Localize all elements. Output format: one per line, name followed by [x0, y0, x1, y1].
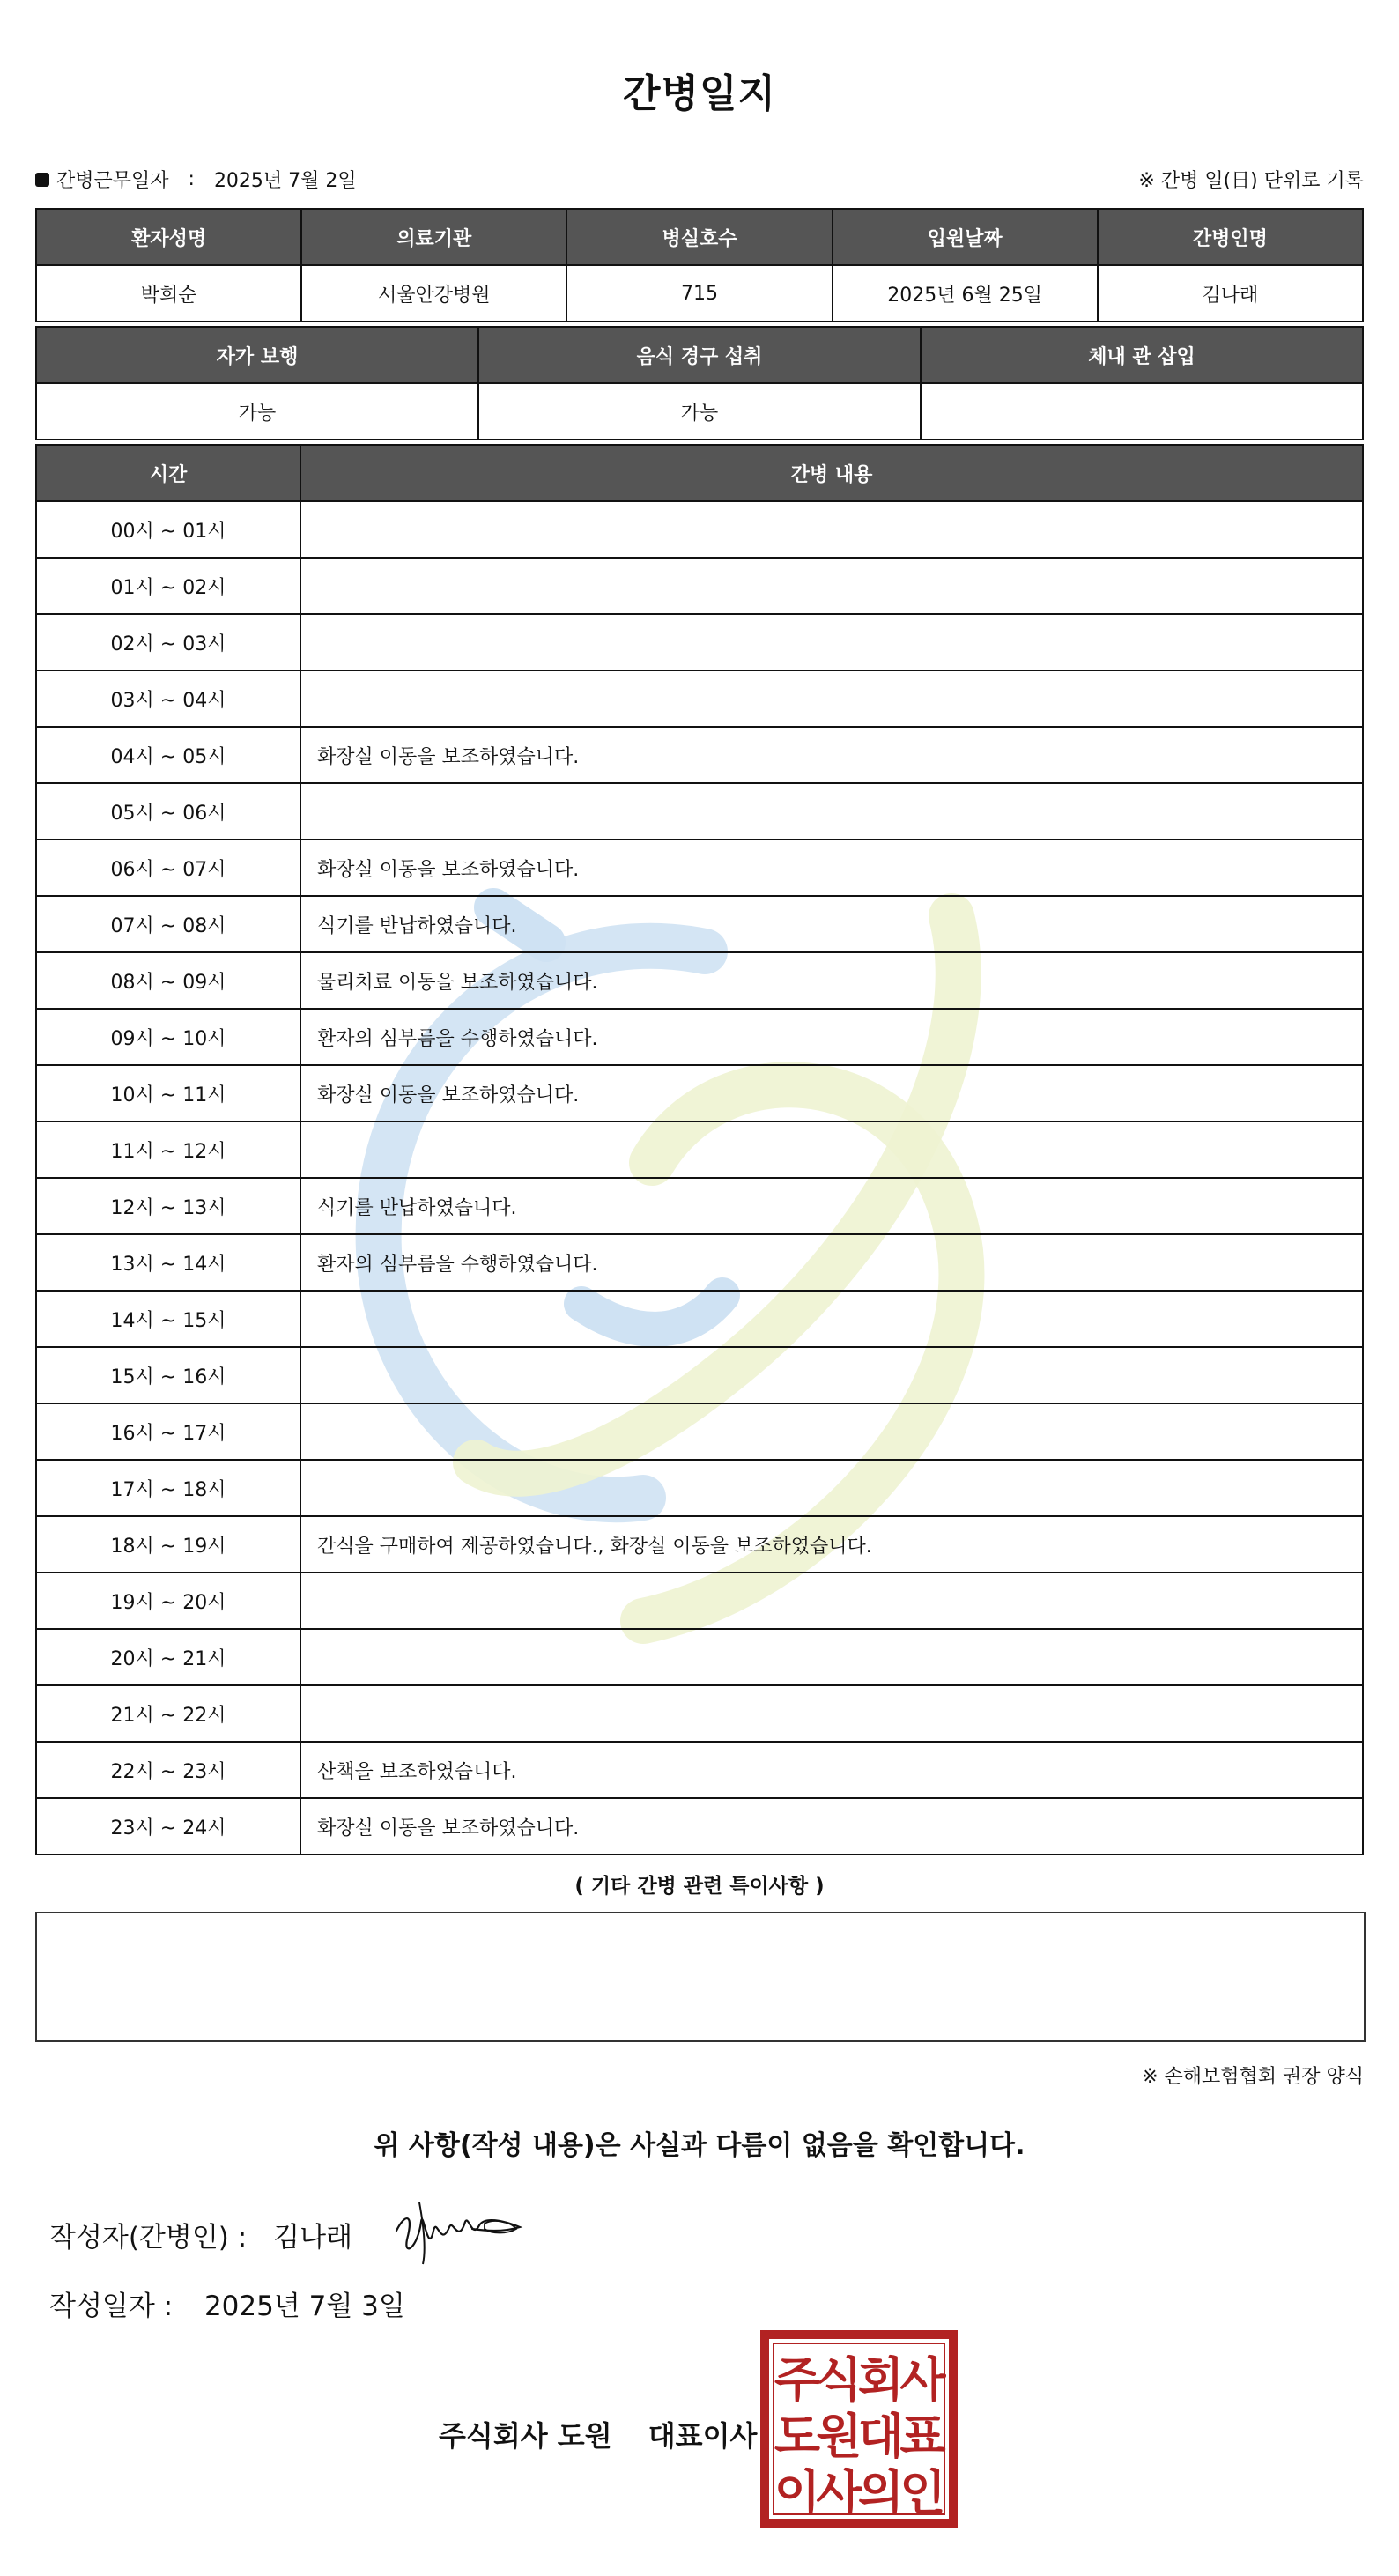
work-date-colon: :	[188, 168, 195, 190]
patient-status-table	[35, 326, 1364, 440]
log-content	[300, 1685, 1363, 1742]
remarks-title: ( 기타 간병 관련 특이사항 )	[574, 1875, 825, 1898]
table-row	[36, 501, 1363, 558]
header-oral-intake: 음식 경구 섭취	[478, 327, 921, 383]
seal-glyph: 이	[774, 2465, 821, 2520]
header-time: 시간	[36, 445, 300, 501]
log-time: 11시 ~ 12시	[36, 1121, 300, 1178]
log-time: 13시 ~ 14시	[36, 1234, 300, 1291]
written-date-line	[49, 2284, 405, 2323]
log-time: 00시 ~ 01시	[36, 501, 300, 558]
table-row	[36, 1629, 1363, 1685]
log-time: 17시 ~ 18시	[36, 1460, 300, 1516]
table-row	[36, 727, 1363, 783]
remarks-box	[35, 1912, 1366, 2042]
log-time: 02시 ~ 03시	[36, 614, 300, 670]
writer-label: 작성자(간병인) :	[49, 2222, 248, 2254]
status-value-row	[36, 383, 1363, 440]
log-time: 10시 ~ 11시	[36, 1065, 300, 1121]
patient-name: 박희순	[36, 265, 301, 322]
header-walking: 자가 보행	[36, 327, 478, 383]
log-content	[300, 1403, 1363, 1460]
page-title: 간병일지	[622, 71, 776, 116]
company-name: 주식회사 도원	[439, 2419, 612, 2453]
company-seal	[759, 2329, 959, 2528]
company-line	[439, 2414, 757, 2454]
log-content	[300, 501, 1363, 558]
log-content: 물리치료 이동을 보조하였습니다.	[300, 952, 1363, 1009]
header-care-content: 간병 내용	[300, 445, 1363, 501]
log-content	[300, 1573, 1363, 1629]
log-time: 04시 ~ 05시	[36, 727, 300, 783]
table-row	[36, 1742, 1363, 1798]
seal-glyph: 주	[774, 2352, 821, 2408]
status-header-row	[36, 327, 1363, 383]
log-time: 14시 ~ 15시	[36, 1291, 300, 1347]
patient-header-row	[36, 209, 1363, 265]
log-time: 22시 ~ 23시	[36, 1742, 300, 1798]
log-content: 화장실 이동을 보조하였습니다.	[300, 1798, 1363, 1854]
log-content	[300, 1460, 1363, 1516]
handwritten-signature	[388, 2195, 529, 2266]
unit-note: ※ 간병 일(日) 단위로 기록	[1138, 170, 1364, 192]
log-time: 03시 ~ 04시	[36, 670, 300, 727]
log-content	[300, 1121, 1363, 1178]
log-time: 19시 ~ 20시	[36, 1573, 300, 1629]
seal-glyph: 인	[899, 2465, 946, 2520]
caregiver-name: 김나래	[1098, 265, 1363, 322]
log-content	[300, 558, 1363, 614]
log-content: 간식을 구매하여 제공하였습니다., 화장실 이동을 보조하였습니다.	[300, 1516, 1363, 1573]
log-content	[300, 1629, 1363, 1685]
table-row	[36, 1573, 1363, 1629]
log-time: 18시 ~ 19시	[36, 1516, 300, 1573]
log-content	[300, 1291, 1363, 1347]
log-content	[300, 783, 1363, 840]
table-row	[36, 1291, 1363, 1347]
table-row	[36, 1798, 1363, 1854]
table-row	[36, 1685, 1363, 1742]
table-row	[36, 1516, 1363, 1573]
work-date-value: 2025년 7월 2일	[213, 170, 357, 192]
log-time: 07시 ~ 08시	[36, 896, 300, 952]
patient-info-table	[35, 208, 1364, 322]
table-row	[36, 840, 1363, 896]
table-row	[36, 1347, 1363, 1403]
company-representative: 대표이사	[648, 2419, 758, 2453]
seal-glyph: 회	[857, 2352, 905, 2408]
written-date-value: 2025년 7월 3일	[204, 2291, 405, 2322]
log-content: 환자의 심부름을 수행하였습니다.	[300, 1234, 1363, 1291]
seal-glyph: 원	[816, 2409, 862, 2464]
institution: 서울안강병원	[301, 265, 566, 322]
log-content	[300, 1347, 1363, 1403]
writer-name: 김나래	[273, 2222, 353, 2254]
table-row	[36, 1121, 1363, 1178]
seal-glyph: 표	[899, 2409, 946, 2464]
log-header-row	[36, 445, 1363, 501]
log-content: 화장실 이동을 보조하였습니다.	[300, 1065, 1363, 1121]
header-tube: 체내 관 삽입	[921, 327, 1363, 383]
table-row	[36, 952, 1363, 1009]
patient-value-row	[36, 265, 1363, 322]
log-time: 20시 ~ 21시	[36, 1629, 300, 1685]
table-row	[36, 1234, 1363, 1291]
seal-glyph: 사	[899, 2352, 946, 2408]
header-institution: 의료기관	[301, 209, 566, 265]
log-content: 식기를 반납하였습니다.	[300, 1178, 1363, 1234]
log-content: 화장실 이동을 보조하였습니다.	[300, 727, 1363, 783]
table-row	[36, 1065, 1363, 1121]
log-content	[300, 670, 1363, 727]
admission-date: 2025년 6월 25일	[833, 265, 1098, 322]
log-content: 산책을 보조하였습니다.	[300, 1742, 1363, 1798]
table-row	[36, 896, 1363, 952]
seal-glyph: 의	[857, 2465, 905, 2520]
written-date-label: 작성일자 :	[49, 2291, 174, 2322]
log-content: 환자의 심부름을 수행하였습니다.	[300, 1009, 1363, 1065]
log-time: 12시 ~ 13시	[36, 1178, 300, 1234]
table-row	[36, 614, 1363, 670]
table-row	[36, 1460, 1363, 1516]
walking-status: 가능	[36, 383, 478, 440]
oral-intake-status: 가능	[478, 383, 921, 440]
confirmation-statement: 위 사항(작성 내용)은 사실과 다름이 없음을 확인합니다.	[374, 2130, 1025, 2161]
header-caregiver-name: 간병인명	[1098, 209, 1363, 265]
log-content: 식기를 반납하였습니다.	[300, 896, 1363, 952]
seal-glyph: 도	[774, 2409, 821, 2464]
log-time: 21시 ~ 22시	[36, 1685, 300, 1742]
association-note: ※ 손해보험협회 권장 양식	[1142, 2066, 1364, 2088]
tube-status	[921, 383, 1363, 440]
header-room: 병실호수	[566, 209, 832, 265]
log-time: 01시 ~ 02시	[36, 558, 300, 614]
table-row	[36, 783, 1363, 840]
bullet-square-icon	[35, 173, 49, 187]
seal-glyph: 사	[816, 2465, 862, 2520]
log-time: 23시 ~ 24시	[36, 1798, 300, 1854]
table-row	[36, 1178, 1363, 1234]
care-log-table	[35, 444, 1364, 1855]
table-row	[36, 670, 1363, 727]
log-time: 09시 ~ 10시	[36, 1009, 300, 1065]
table-row	[36, 1403, 1363, 1460]
header-patient-name: 환자성명	[36, 209, 301, 265]
table-row	[36, 1009, 1363, 1065]
header-admission-date: 입원날짜	[833, 209, 1098, 265]
log-content	[300, 614, 1363, 670]
log-time: 08시 ~ 09시	[36, 952, 300, 1009]
log-time: 05시 ~ 06시	[36, 783, 300, 840]
seal-glyph: 대	[857, 2409, 905, 2464]
log-content: 화장실 이동을 보조하였습니다.	[300, 840, 1363, 896]
work-date-label: 간병근무일자	[56, 170, 169, 192]
room-number: 715	[566, 265, 832, 322]
seal-glyph: 식	[816, 2352, 862, 2408]
log-time: 15시 ~ 16시	[36, 1347, 300, 1403]
writer-line	[49, 2215, 352, 2254]
work-date	[35, 166, 357, 193]
log-time: 16시 ~ 17시	[36, 1403, 300, 1460]
log-time: 06시 ~ 07시	[36, 840, 300, 896]
table-row	[36, 558, 1363, 614]
